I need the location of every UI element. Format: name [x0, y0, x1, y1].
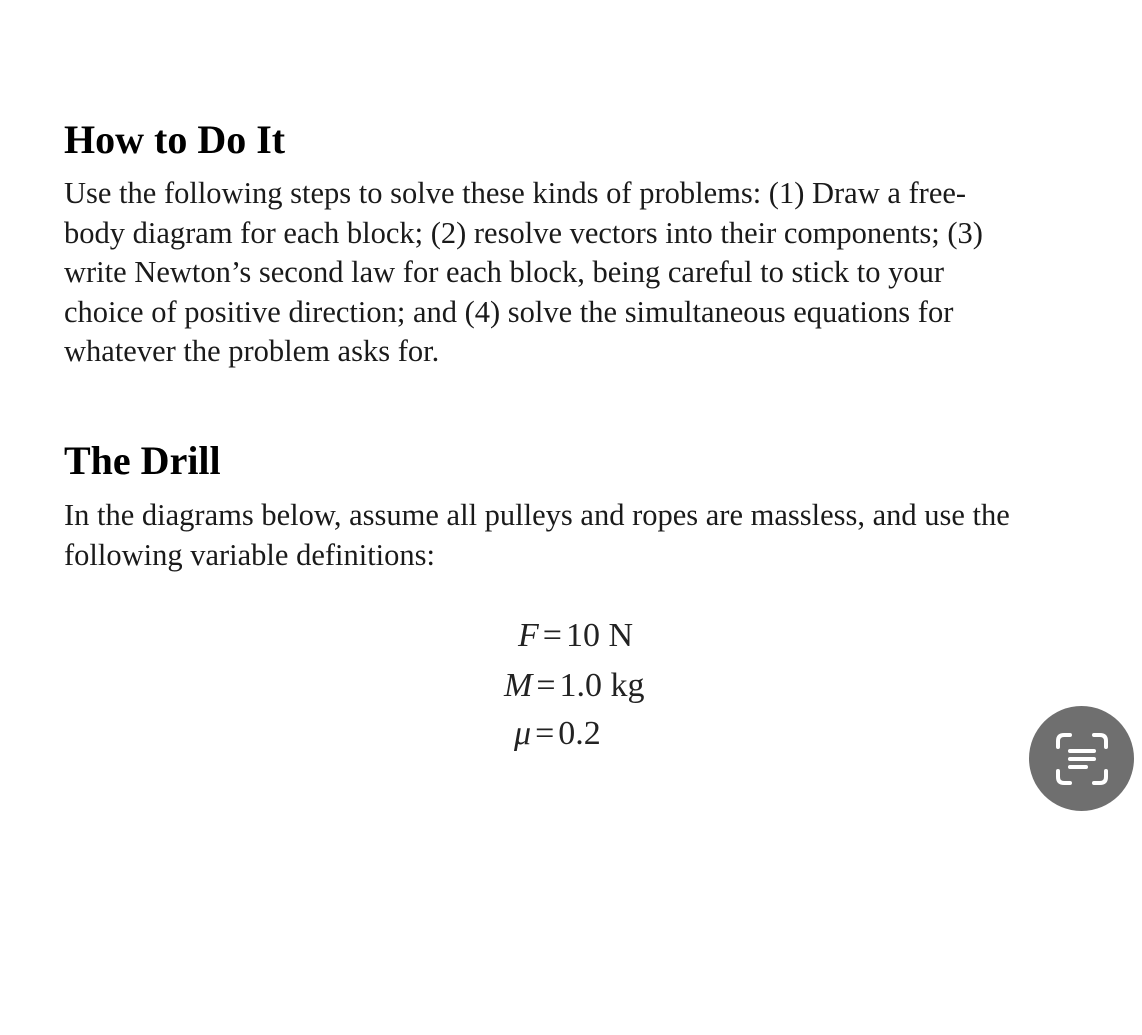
paragraph-line: whatever the problem asks for. [64, 334, 440, 368]
definition-value: 1.0 kg [559, 667, 645, 704]
paragraph-line: body diagram for each block; (2) resolve vectors into their components; (3) [64, 215, 983, 250]
definition-force [518, 616, 633, 656]
section-heading-how-to-do-it: How to Do It [64, 117, 286, 162]
drill-paragraph [64, 496, 1134, 575]
definition-value: 10 N [565, 617, 634, 654]
definition-friction [514, 714, 601, 754]
paragraph-line: In the diagrams below, assume all pulleys and ropes are massless, and use the [64, 498, 1010, 532]
definition-symbol: μ [514, 715, 532, 752]
definition-symbol: F [518, 617, 539, 654]
paragraph-line: following variable definitions: [64, 537, 436, 572]
definition-mass [504, 666, 645, 706]
definition-symbol: M [504, 667, 533, 704]
paragraph-line: choice of positive direction; and (4) solve the simultaneous equations for [64, 294, 954, 329]
steps-paragraph [64, 174, 1109, 372]
paragraph-line: Use the following steps to solve these kinds of problems: (1) Draw a free- [64, 176, 967, 210]
definition-equals: = [536, 667, 556, 704]
paragraph-line: write Newton’s second law for each block, being careful to stick to your [64, 255, 944, 289]
section-heading-the-drill: The Drill [64, 438, 221, 483]
text-scan-icon [1054, 731, 1110, 787]
text-scan-button[interactable] [1029, 706, 1134, 811]
definition-equals: = [535, 715, 555, 752]
definition-equals: = [542, 617, 562, 654]
definition-value: 0.2 [558, 715, 601, 752]
